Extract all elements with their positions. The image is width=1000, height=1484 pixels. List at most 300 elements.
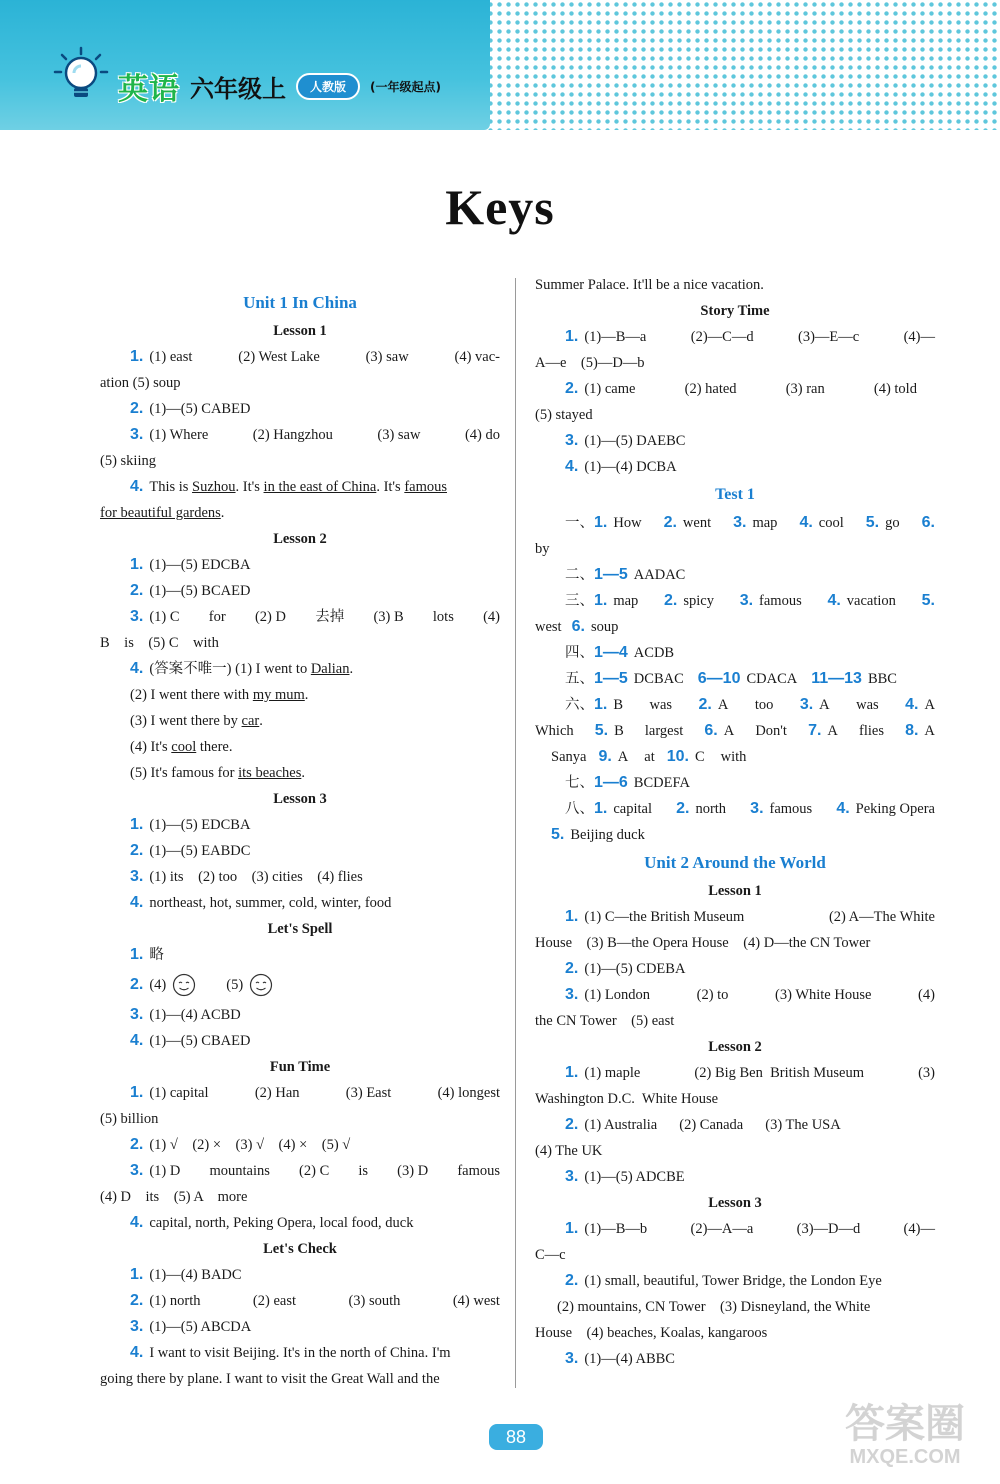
answer-text: vacation: [846, 593, 896, 609]
answer-text: A: [723, 723, 735, 739]
answer-text: (1)—(5) ABCDA: [149, 1319, 252, 1335]
question-number: 4.: [799, 514, 813, 531]
answer-line: going there by plane. I want to visit the Great Wall and the: [100, 1371, 440, 1387]
answer-text: (3) East: [345, 1085, 392, 1101]
question-number: 3.: [565, 1168, 579, 1185]
answer-text: was: [649, 697, 673, 713]
question-number: 5.: [551, 826, 565, 843]
answer-text: (2) West Lake: [238, 349, 320, 365]
answer-text: (4) vac-: [454, 349, 500, 365]
answer-line: (4) The UK: [535, 1143, 603, 1159]
question-number: 1—6: [594, 774, 628, 791]
answer-line: [100, 1262, 500, 1288]
answer-text: (4)—: [903, 1221, 935, 1237]
answer-text: (1)—(5) CABED: [149, 401, 251, 417]
unit-heading: Unit 1 In China: [243, 293, 357, 312]
test-heading: Test 1: [715, 486, 755, 503]
answer-text: (3) White House: [775, 987, 872, 1003]
answer-line: [100, 1340, 500, 1366]
question-number: 1.: [594, 514, 608, 531]
question-number: 3.: [130, 1006, 144, 1023]
underlined-text: cool: [171, 739, 197, 755]
answer-text: with: [720, 749, 747, 765]
underlined-text: for beautiful gardens: [100, 505, 221, 521]
question-number: 2.: [130, 400, 144, 417]
answer-line: [535, 1346, 935, 1372]
question-number: 2.: [676, 800, 690, 817]
section-marker: 四、: [565, 645, 594, 661]
question-number: 8.: [905, 722, 919, 739]
answer-text: Which: [535, 723, 574, 739]
underlined-text: famous: [404, 479, 447, 495]
lesson-heading: Lesson 2: [273, 531, 327, 547]
question-number: 6—10: [697, 670, 741, 687]
answer-line: (4) D its (5) A more: [100, 1189, 248, 1205]
question-number: 4.: [130, 1032, 144, 1049]
answer-text: famous: [769, 801, 813, 817]
answer-text: A: [924, 697, 935, 713]
answer-text: (1) √ (2) × (3) √ (4) × (5) √: [149, 1137, 351, 1153]
question-number: 6.: [704, 722, 718, 739]
answer-text: I want to visit Beijing. It's in the north of China. I'm: [149, 1345, 451, 1361]
answer-text: 略: [149, 947, 164, 963]
answer-line: [100, 942, 500, 968]
answer-text: at: [644, 749, 655, 765]
question-number: 1.: [130, 1084, 144, 1101]
question-number: 3.: [750, 800, 764, 817]
answer-line: [535, 454, 935, 480]
answer-text: (3) ran: [785, 381, 825, 397]
question-number: 1.: [594, 592, 608, 609]
answer-line: by: [535, 541, 550, 557]
question-number: 2.: [565, 1116, 579, 1133]
answer-text: CDACA: [746, 671, 798, 687]
question-number: 3.: [130, 426, 144, 443]
answer-line: Summer Palace. It'll be a nice vacation.: [535, 277, 764, 293]
question-number: 2.: [130, 976, 144, 993]
answer-text: (1) maple: [584, 1065, 641, 1081]
answer-text: there.: [196, 739, 233, 755]
answer-line: [535, 956, 935, 982]
answer-text: flies: [859, 723, 884, 739]
question-number: 11—13: [811, 670, 862, 687]
answer-line: [535, 376, 935, 402]
answer-line: [100, 500, 500, 526]
answer-text: (1) east: [149, 349, 193, 365]
unit-heading: Unit 2 Around the World: [644, 853, 826, 872]
answer-text: A: [827, 723, 838, 739]
underlined-text: Suzhou: [192, 479, 236, 495]
question-number: 3.: [565, 432, 579, 449]
left-column: [100, 288, 500, 1392]
header-banner: [0, 0, 1000, 130]
answer-text: (1) capital: [149, 1085, 209, 1101]
answer-line: [535, 770, 935, 796]
section-marker: 一、: [565, 515, 594, 531]
answer-text: (3): [918, 1065, 935, 1081]
answer-line: House (3) B—the Opera House (4) D—the CN Tower: [535, 935, 871, 951]
edition-note: (一年级起点): [370, 79, 441, 94]
answer-text: lots: [432, 609, 454, 625]
answer-line: ation (5) soup: [100, 375, 181, 391]
answer-text: (4): [918, 987, 935, 1003]
answer-line: [535, 1112, 935, 1138]
answer-line: [535, 614, 935, 640]
section-marker: 七、: [565, 775, 594, 791]
answer-line: [535, 982, 935, 1008]
answer-line: (2) mountains, CN Tower (3) Disneyland, the White: [557, 1299, 871, 1315]
answer-text: (3) B: [373, 609, 404, 625]
question-number: 1.: [130, 348, 144, 365]
answer-text: (3) saw: [365, 349, 409, 365]
question-number: 3.: [733, 514, 747, 531]
answer-text: (4)—: [903, 329, 935, 345]
question-number: 4.: [827, 592, 841, 609]
answer-text: went: [682, 515, 712, 531]
answer-line: [100, 578, 500, 604]
watermark: [820, 1392, 990, 1478]
answer-text: (2) to: [696, 987, 729, 1003]
lesson-heading: Let's Spell: [267, 921, 333, 937]
answer-text: is: [358, 1163, 369, 1179]
answer-text: for: [208, 609, 226, 625]
question-number: 1.: [130, 946, 144, 963]
answer-text: west: [535, 619, 562, 635]
question-number: 1.: [130, 556, 144, 573]
question-number: 5.: [921, 592, 935, 609]
answer-line: (2) I went there with my mum .: [100, 682, 500, 708]
smiley-face-icon: [249, 973, 273, 997]
answer-line: [535, 1060, 935, 1086]
answer-text: (4) longest: [437, 1085, 500, 1101]
answer-text: largest: [644, 723, 684, 739]
answer-line: Washington D.C. White House: [535, 1091, 719, 1107]
answer-text: BBC: [867, 671, 897, 687]
answer-text: (2)—C—d: [690, 329, 754, 345]
answer-text: Don't: [755, 723, 787, 739]
answer-line: [100, 474, 500, 500]
question-number: 7.: [808, 722, 822, 739]
answer-line: [100, 1314, 500, 1340]
answer-line: [100, 1002, 500, 1028]
answer-text: (1) D: [149, 1163, 181, 1179]
answer-text: (2)—A—a: [690, 1221, 754, 1237]
answer-text: (3) south: [348, 1293, 401, 1309]
answer-text: (1)—B—a: [584, 329, 647, 345]
answer-text: DCBAC: [633, 671, 684, 687]
answer-text: (4) told: [873, 381, 917, 397]
answer-text: (3) saw: [377, 427, 421, 443]
question-number: 1.: [565, 328, 579, 345]
answer-text: too: [754, 697, 774, 713]
lesson-heading: Let's Check: [263, 1241, 337, 1257]
question-number: 3.: [130, 1162, 144, 1179]
answer-text: (1)—(5) DAEBC: [584, 433, 686, 449]
lesson-heading: Lesson 2: [708, 1039, 762, 1055]
answer-text: (2) A—The White: [828, 909, 935, 925]
question-number: 1.: [594, 696, 608, 713]
answer-text: (3) The USA: [765, 1117, 841, 1133]
answer-text: northeast, hot, summer, cold, winter, food: [149, 895, 392, 911]
answer-line: (3) I went there by car .: [100, 708, 500, 734]
right-column: [535, 272, 935, 1372]
answer-text: A: [617, 749, 629, 765]
watermark-url: MXQE.COM: [849, 1446, 961, 1468]
answer-text: map: [752, 515, 778, 531]
answer-text: (1) north: [149, 1293, 201, 1309]
answer-text: was: [856, 697, 879, 713]
answer-text: (1)—(4) ACBD: [149, 1007, 241, 1023]
underlined-text: its beaches: [238, 765, 302, 781]
answer-line: [100, 1288, 500, 1314]
answer-line: [100, 734, 500, 760]
question-number: 9.: [598, 748, 612, 765]
answer-line: [100, 1158, 500, 1184]
answer-text: (4): [483, 609, 500, 625]
answer-line: [535, 796, 935, 822]
answer-text: B: [614, 723, 624, 739]
question-number: 1.: [594, 800, 608, 817]
lesson-heading: Lesson 3: [273, 791, 327, 807]
answer-text: .: [220, 505, 225, 521]
answer-line: House (4) beaches, Koalas, kangaroos: [535, 1325, 768, 1341]
watermark-logo: 答案圈: [845, 1402, 965, 1446]
question-number: 2.: [130, 582, 144, 599]
lesson-heading: Lesson 3: [708, 1195, 762, 1211]
lesson-heading: Lesson 1: [273, 323, 327, 339]
answer-line: [535, 822, 935, 848]
answer-text: (3) I went there by: [130, 713, 242, 729]
answer-text: (1)—(4) DCBA: [584, 459, 677, 475]
answer-text: mountains: [209, 1163, 270, 1179]
question-number: 1.: [130, 1266, 144, 1283]
answer-text: (1)—(5) ADCBE: [584, 1169, 685, 1185]
answer-line: [535, 744, 935, 770]
answer-line: (5) stayed: [535, 407, 593, 423]
answer-line: [100, 1132, 500, 1158]
underlined-text: Dalian: [310, 661, 350, 677]
answer-text: (1) small, beautiful, Tower Bridge, the London Eye: [584, 1273, 882, 1289]
answer-line: 4. (答案不唯一) (1) I went to Dalian .: [100, 656, 500, 682]
answer-text: capital, north, Peking Opera, local food, duck: [149, 1215, 414, 1231]
question-number: 4.: [130, 478, 144, 495]
answer-text: (4) west: [452, 1293, 500, 1309]
answer-line: [100, 396, 500, 422]
lightbulb-icon: [52, 46, 110, 104]
section-marker: 三、: [565, 593, 594, 609]
question-number: 3.: [739, 592, 754, 609]
answer-text: (5): [226, 977, 244, 993]
answer-text: (1)—(4) ABBC: [584, 1351, 675, 1367]
answer-text: (4): [149, 977, 167, 993]
page-number: 88: [489, 1424, 543, 1450]
question-number: 3.: [565, 1350, 579, 1367]
section-marker: 六、: [565, 697, 594, 713]
question-number: 2.: [565, 960, 579, 977]
answer-text: (1) came: [584, 381, 636, 397]
answer-line: [100, 1210, 500, 1236]
answer-text: Peking Opera: [855, 801, 935, 817]
answer-text: B: [613, 697, 624, 713]
answer-text: (2) I went there with: [130, 687, 253, 703]
answer-line: [535, 904, 935, 930]
smiley-face-icon: [172, 973, 196, 997]
answer-text: (2) Hangzhou: [252, 427, 333, 443]
answer-line: [535, 510, 935, 536]
section-marker: 五、: [565, 671, 594, 687]
answer-text: (1)—(5) CBAED: [149, 1033, 251, 1049]
question-number: 1.: [565, 1220, 579, 1237]
answer-text: Sanya: [551, 749, 587, 765]
answer-text: famous: [457, 1163, 500, 1179]
banner-title: [118, 68, 441, 107]
answer-text: go: [885, 515, 900, 531]
question-number: 3.: [130, 608, 144, 625]
question-number: 4.: [905, 696, 919, 713]
answer-text: (1)—B—b: [584, 1221, 648, 1237]
answer-text: (1) its (2) too (3) cities (4) flies: [149, 869, 363, 885]
answer-text: (2) D: [254, 609, 286, 625]
question-number: 1—5: [594, 566, 628, 583]
answer-line: [535, 1164, 935, 1190]
answer-line: (5) It's famous for its beaches .: [100, 760, 500, 786]
answer-line: [100, 422, 500, 448]
question-number: 3.: [799, 696, 814, 713]
answer-text: (1) C: [149, 609, 180, 625]
answer-text: (4) do: [464, 427, 500, 443]
answer-line: [100, 344, 500, 370]
answer-line: (5) billion: [100, 1111, 159, 1127]
answer-text: (4) It's: [130, 739, 172, 755]
answer-text: (1)—(5) CDEBA: [584, 961, 686, 977]
answer-text: (1)—(5) BCAED: [149, 583, 251, 599]
answer-text: (2) hated: [684, 381, 737, 397]
answer-line: [535, 666, 935, 692]
lesson-heading: Story Time: [700, 303, 770, 319]
answer-text: (1) Australia: [584, 1117, 658, 1133]
answer-line: [100, 890, 500, 916]
question-number: 1.: [565, 1064, 579, 1081]
answer-text: (1) London: [584, 987, 650, 1003]
question-number: 4.: [130, 660, 144, 677]
question-number: 6.: [921, 514, 935, 531]
answer-line: [535, 640, 935, 666]
answer-text: (2) Big Ben British Museum: [694, 1065, 864, 1081]
answer-line: [100, 604, 500, 630]
question-number: 1.: [565, 908, 579, 925]
answer-text: (3)—D—d: [796, 1221, 861, 1237]
answer-line: [100, 1028, 500, 1054]
answer-line: [535, 1268, 935, 1294]
answer-text: capital: [613, 801, 652, 817]
answer-text: AADAC: [633, 567, 686, 583]
answer-text: C: [694, 749, 705, 765]
question-number: 2.: [565, 1272, 579, 1289]
edition-badge: 人教版: [296, 73, 360, 100]
subject-title: 英语: [118, 72, 180, 107]
answer-line: [535, 718, 935, 744]
question-number: 2.: [130, 1292, 144, 1309]
answer-text: north: [695, 801, 727, 817]
question-number: 3.: [130, 1318, 144, 1335]
answer-text: (5) It's famous for: [130, 765, 239, 781]
answer-text: . It's: [376, 479, 405, 495]
answer-text: (2) Han: [254, 1085, 300, 1101]
question-number: 4.: [836, 800, 850, 817]
question-number: 3.: [130, 868, 144, 885]
answer-text: (答案不唯一) (1) I went to: [149, 661, 311, 677]
answer-line: A—e (5)—D—b: [535, 355, 645, 371]
section-marker: 八、: [565, 801, 594, 817]
answer-line: [100, 864, 500, 890]
answer-text: (1)—(5) EDCBA: [149, 557, 251, 573]
column-divider: [515, 278, 516, 1388]
question-number: 2.: [663, 514, 677, 531]
answer-text: 去掉: [315, 609, 345, 625]
lesson-heading: Lesson 1: [708, 883, 762, 899]
answer-text: soup: [590, 619, 619, 635]
question-number: 1—4: [594, 644, 628, 661]
answer-line: [100, 838, 500, 864]
answer-line: [535, 562, 935, 588]
grade-title: 六年级上: [190, 74, 286, 103]
underlined-text: my mum: [252, 687, 305, 703]
underlined-text: car: [241, 713, 260, 729]
answer-text: (2) C: [299, 1163, 330, 1179]
lesson-heading: Fun Time: [269, 1059, 331, 1075]
answer-text: (2) Canada: [679, 1117, 744, 1133]
underlined-text: in the east of China: [263, 479, 377, 495]
answer-line: [100, 812, 500, 838]
answer-text: A: [717, 697, 729, 713]
answer-line: [535, 1216, 935, 1242]
answer-text: A: [819, 697, 830, 713]
question-number: 4.: [130, 1214, 144, 1231]
answer-text: . It's: [235, 479, 264, 495]
question-number: 5.: [594, 722, 609, 739]
answer-line: B is (5) C with: [100, 635, 219, 651]
question-number: 2.: [565, 380, 579, 397]
answer-text: famous: [759, 593, 802, 609]
answer-text: A: [924, 723, 935, 739]
question-number: 2.: [130, 1136, 144, 1153]
question-number: 2.: [664, 592, 678, 609]
answer-text: (2) east: [252, 1293, 296, 1309]
answer-line: [535, 588, 935, 614]
answer-text: cool: [818, 515, 844, 531]
question-number: 2.: [698, 696, 712, 713]
answer-text: Beijing duck: [570, 827, 645, 843]
answer-text: (1)—(5) EABDC: [149, 843, 251, 859]
question-number: 1.: [130, 816, 144, 833]
answer-line: [100, 1080, 500, 1106]
answer-line: [100, 552, 500, 578]
question-number: 3.: [565, 986, 579, 1003]
answer-line: [535, 324, 935, 350]
answer-text: (1) C—the British Museum: [584, 909, 745, 925]
question-number: 6.: [571, 618, 585, 635]
section-marker: 二、: [565, 567, 594, 583]
answer-text: ACDB: [633, 645, 675, 661]
question-number: 4.: [130, 1344, 144, 1361]
question-number: 10.: [666, 748, 689, 765]
answer-text: (1) Where: [149, 427, 209, 443]
answer-line: the CN Tower (5) east: [535, 1013, 675, 1029]
question-number: 2.: [130, 842, 144, 859]
answer-text: (3)—E—c: [797, 329, 860, 345]
question-number: 4.: [565, 458, 579, 475]
answer-line: [100, 968, 500, 1002]
